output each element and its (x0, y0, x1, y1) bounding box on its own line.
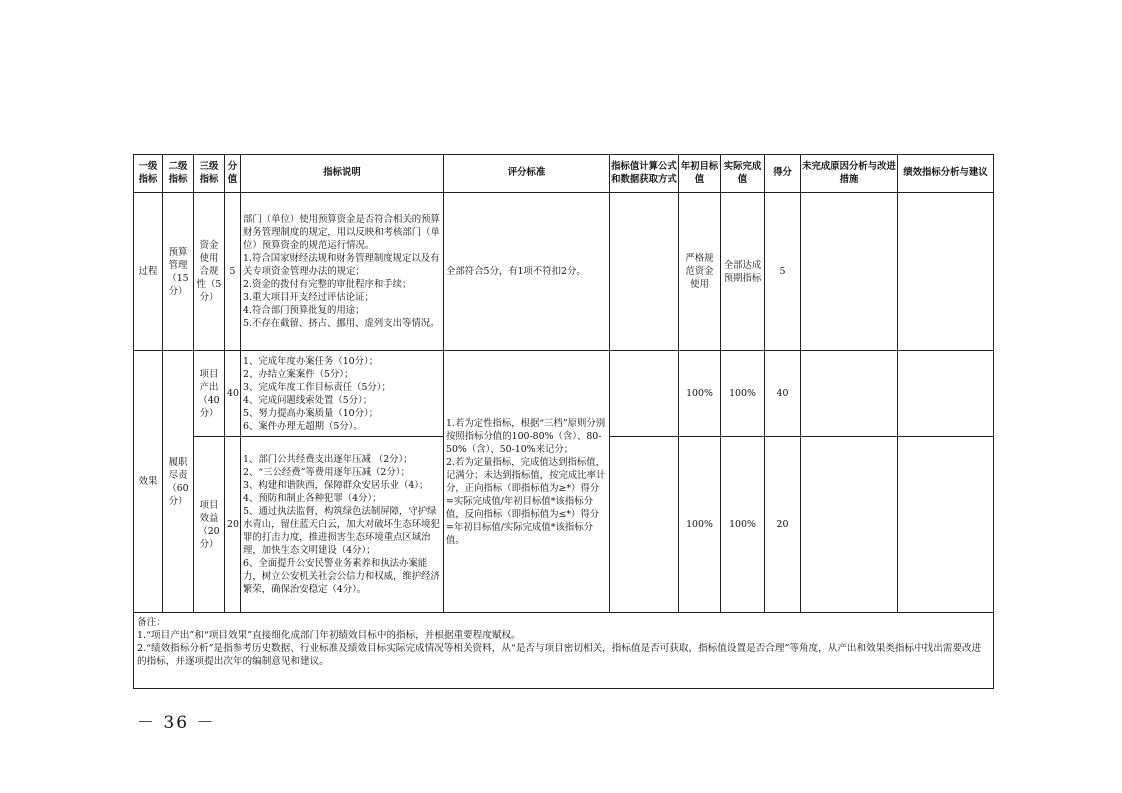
level2-duty: 履职尽责（60分） (163, 351, 194, 613)
header-score: 得分 (765, 155, 801, 193)
header-actual: 实际完成值 (721, 155, 765, 193)
header-row (134, 155, 994, 193)
criteria-line: 2.若为定量指标，完成值达到指标值，记满分；未达到指标值，按完成比率计分，正向指标（即指标值为≥*）得分=实际完成值/年初目标值*该指标分值，反向指标（即指标值为≤*）得分=年初目标值/实际完成值*该指标分值。 (446, 456, 606, 546)
description-line: 5、努力提高办案质量（10分）； (243, 407, 379, 419)
performance-table (133, 154, 994, 689)
actual-cell: 全部达成预期指标 (721, 193, 765, 351)
header-level1: 一级指标 (134, 155, 163, 193)
description-line: 3.重大项目开支经过评估论证； (243, 292, 374, 303)
criteria-line: 1.若为定性指标，根据“三档”原则分别按照指标分值的100-80%（含）、80-50%（含）、50-10%来记分； (446, 417, 606, 455)
target-cell: 严格规范资金使用 (679, 193, 721, 351)
level3-compliance: 资金使用合规性（5分） (194, 193, 225, 351)
score-value-cell: 40 (225, 351, 241, 437)
description-line: 6、案件办理无超期（5分）。 (243, 420, 363, 432)
reason-cell (801, 351, 898, 437)
header-score-value: 分值 (225, 155, 241, 193)
formula-cell (610, 193, 679, 351)
description-line: 2、“三公经费”等费用逐年压减（2分）； (243, 467, 410, 478)
target-cell: 100% (679, 437, 721, 613)
notes-cell (134, 613, 994, 689)
suggestion-cell (898, 193, 994, 351)
description-line: 1、完成年度办案任务（10分）； (243, 355, 379, 367)
header-formula: 指标值计算公式和数据获取方式 (610, 155, 679, 193)
description-line: 部门（单位）使用预算资金是否符合相关的预算财务管理制度的规定，用以反映和考核部门（单位）预算资金的规范运行情况。 (243, 214, 440, 251)
table-row (134, 193, 994, 351)
actual-cell: 100% (721, 351, 765, 437)
score-cell: 5 (765, 193, 801, 351)
reason-cell (801, 437, 898, 613)
actual-cell: 100% (721, 437, 765, 613)
description-line: 4、预防和制止各种犯罪（4分）； (243, 493, 382, 504)
header-description: 指标说明 (241, 155, 444, 193)
table-row (134, 351, 994, 437)
header-target: 年初目标值 (679, 155, 721, 193)
level1-process: 过程 (134, 193, 163, 351)
description-line: 4.符合部门预算批复的用途； (243, 305, 365, 316)
note-item: 1.“项目产出”和“项目效果”直接细化成部门年初绩效目标中的指标，并根据重要程度赋权。 (137, 630, 521, 641)
description-line: 2、办结立案案件（5分）； (243, 368, 354, 380)
score-value-cell: 5 (225, 193, 241, 351)
description-cell (241, 351, 444, 437)
description-line: 1、部门公共经费支出逐年压减 （2分）； (243, 454, 413, 465)
description-line: 2.资金的拨付有完整的审批程序和手续； (243, 279, 412, 290)
description-cell (241, 193, 444, 351)
description-line: 1.符合国家财经法规和财务管理制度规定以及有关专项资金管理办法的规定； (243, 253, 440, 277)
description-line: 5.不存在截留、挤占、挪用、虚列支出等情况。 (243, 318, 440, 329)
header-level3: 三级指标 (194, 155, 225, 193)
shared-criteria-cell (444, 351, 610, 613)
header-reason: 未完成原因分析与改进措施 (801, 155, 898, 193)
reason-cell (801, 193, 898, 351)
score-cell: 40 (765, 351, 801, 437)
level3-benefit: 项目效益（20分） (194, 437, 225, 613)
suggestion-cell (898, 437, 994, 613)
header-criteria: 评分标准 (444, 155, 610, 193)
description-cell (241, 437, 444, 613)
criteria-cell: 全部符合5分，有1项不符扣2分。 (444, 193, 610, 351)
suggestion-cell (898, 351, 994, 437)
notes-row (134, 613, 994, 689)
notes-title: 备注： (137, 617, 166, 628)
level2-budget: 预算管理（15分） (163, 193, 194, 351)
score-value-cell: 20 (225, 437, 241, 613)
description-line: 6、全面提升公安民警业务素养和执法办案能力，树立公安机关社会公信力和权威，维护经济繁荣，确保治安稳定（4分）。 (243, 558, 440, 595)
description-line: 3、完成年度工作目标责任（5分）； (243, 381, 391, 393)
description-line: 3、构建和谐陕西，保障群众安居乐业（4）； (243, 480, 429, 491)
formula-cell (610, 437, 679, 613)
level3-output: 项目产出（40分） (194, 351, 225, 437)
note-item: 2.“绩效指标分析”是指参考历史数据、行业标准及绩效目标实际完成情况等相关资料，从“是否与项目密切相关，指标值是否可获取，指标值设置是否合理”等角度，从产出和效果类指标中找出需要改进的指标，并逐项提出次年的编制意见和建议。 (137, 643, 982, 667)
header-level2: 二级指标 (163, 155, 194, 193)
target-cell: 100% (679, 351, 721, 437)
score-cell: 20 (765, 437, 801, 613)
page-number: － 36 － (137, 713, 216, 733)
formula-cell (610, 351, 679, 437)
description-line: 4、完成问题线索处置（5分）； (243, 394, 373, 406)
description-line: 5、通过执法监督，构筑绿色法制屏障，守护绿水青山，留住蓝天白云，加大对破坏生态环境犯罪的打击力度，推进损害生态环境重点区域治理，加快生态文明建设（4分）； (243, 506, 440, 556)
header-suggestion: 绩效指标分析与建议 (898, 155, 994, 193)
level1-effect: 效果 (134, 351, 163, 613)
